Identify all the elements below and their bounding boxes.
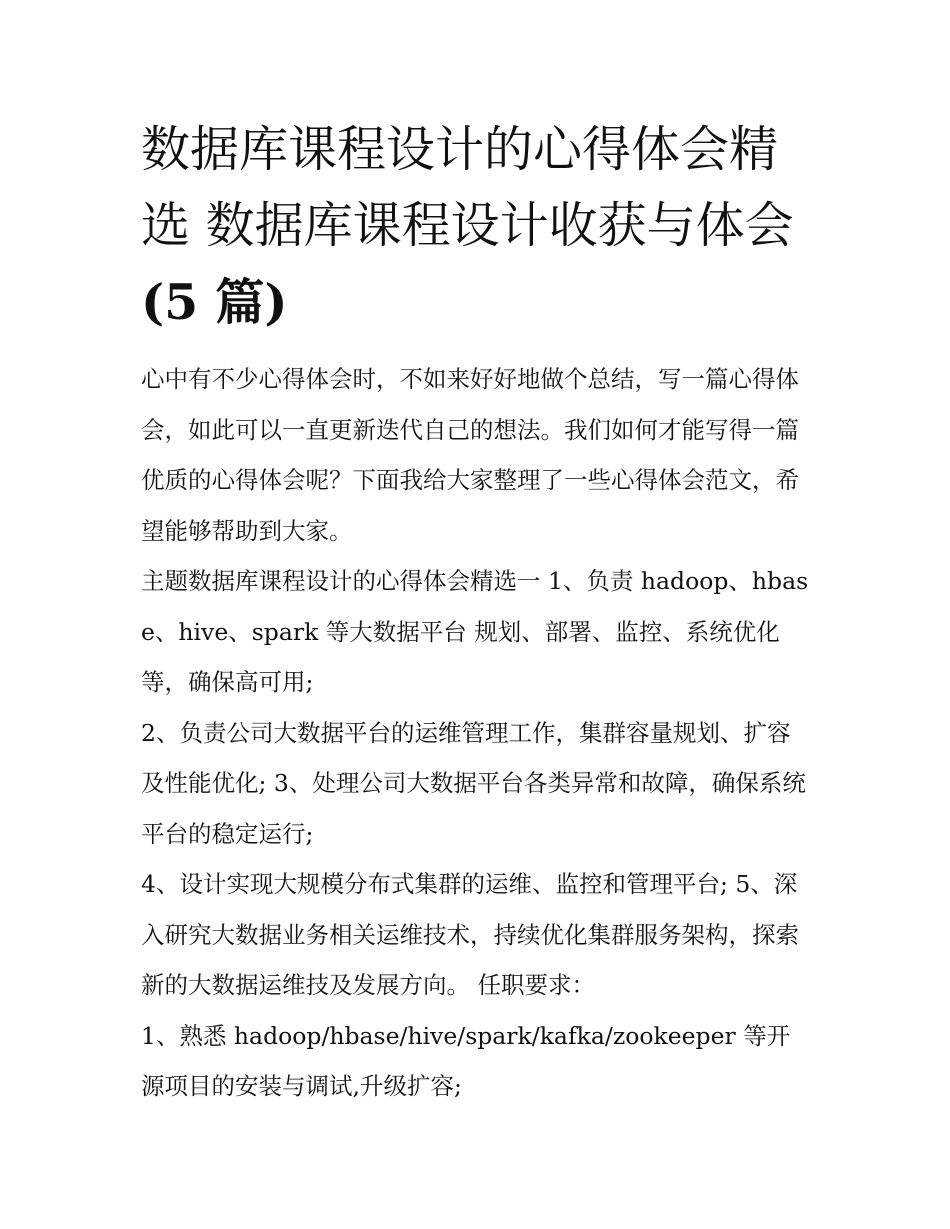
document-body bbox=[141, 354, 813, 1112]
title-line-1: 数据库课程设计的心得体会精 bbox=[141, 121, 779, 178]
paragraph-duty-4-5: 4、设计实现大规模分布式集群的运维、监控和管理平台; 5、深入研究大数据业务相关运维技术，持续优化集群服务架构，探索新的大数据运维技及发展方向。 任职要求： bbox=[141, 870, 799, 999]
title-line-3: (5 篇) bbox=[141, 273, 288, 331]
document-title bbox=[141, 112, 813, 340]
paragraph-duty-2-3: 2、负责公司大数据平台的运维管理工作，集群容量规划、扩容及性能优化; 3、处理公司大数据平台各类异常和故障，确保系统平台的稳定运行; bbox=[141, 718, 806, 848]
paragraph-intro: 心中有不少心得体会时，不如来好好地做个总结，写一篇心得体会，如此可以一直更新迭代自己的想法。我们如何才能写得一篇优质的心得体会呢？下面我给大家整理了一些心得体会范文，希望能够帮助到大家。 bbox=[141, 365, 799, 545]
title-line-2: 选 数据库课程设计收获与体会 bbox=[141, 197, 794, 254]
paragraph-requirement-1: 1、熟悉 hadoop/hbase/hive/spark/kafka/zookeeper 等开源项目的安装与调试,升级扩容; bbox=[141, 1021, 791, 1100]
paragraph-duty-1: 主题数据库课程设计的心得体会精选一 1、负责 hadoop、hbase、hive、spark 等大数据平台 规划、部署、监控、系统优化等，确保高可用; bbox=[141, 567, 809, 696]
document-content bbox=[141, 112, 813, 1112]
